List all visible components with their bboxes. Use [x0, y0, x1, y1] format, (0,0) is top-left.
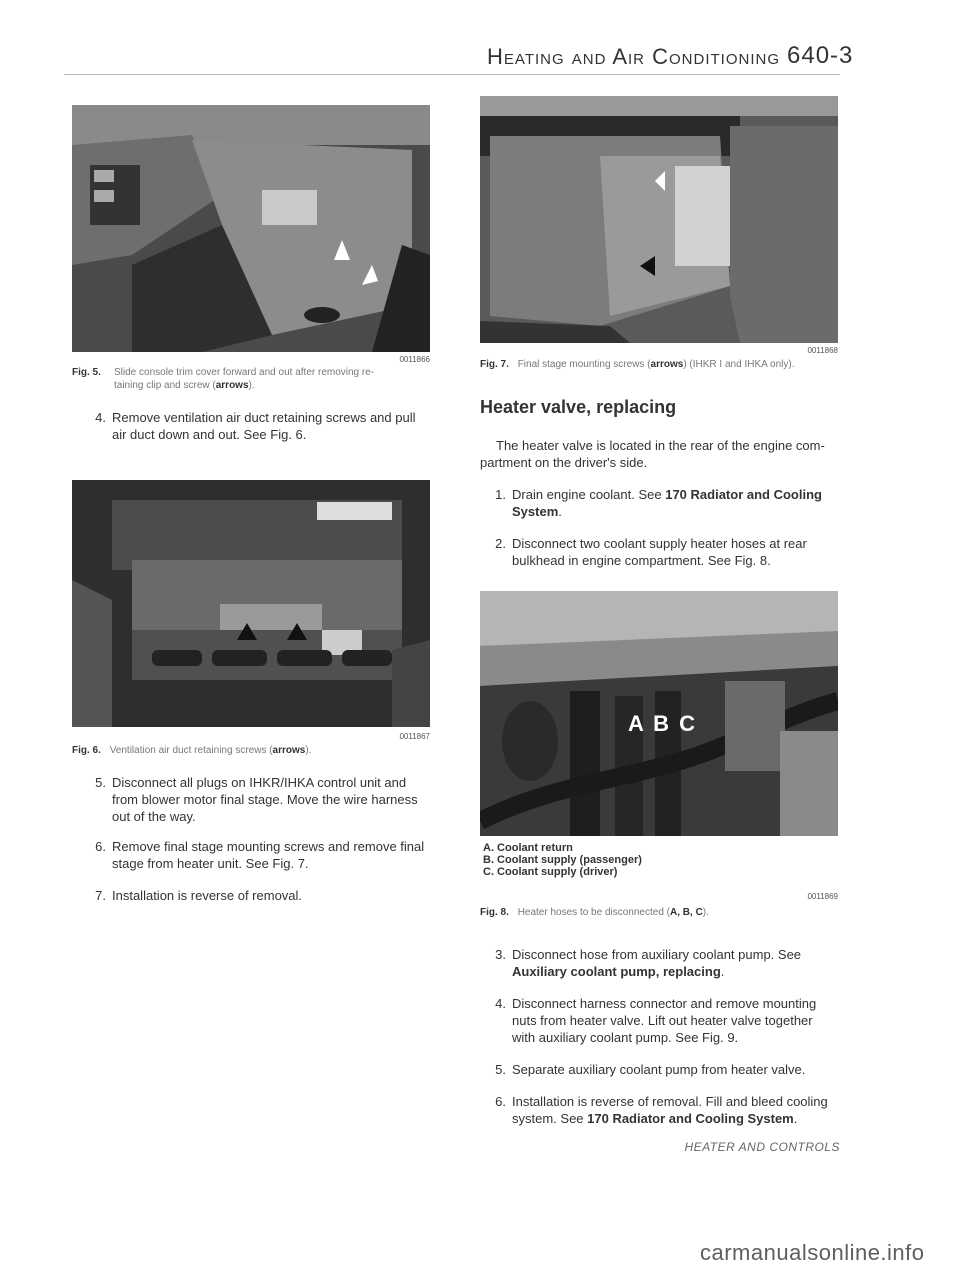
watermark: carmanualsonline.info — [700, 1240, 925, 1265]
fig8-label: Fig. 8. — [480, 907, 509, 918]
fig8-photo-letters: A B C — [628, 711, 698, 736]
fig6-caption-bold: arrows — [272, 745, 306, 756]
left-step-7: 7. Installation is reverse of removal. — [95, 888, 303, 903]
left-step-6: 6. Remove final stage mounting screws and remove final stage from heater unit. See Fig. 7. — [95, 839, 425, 871]
fig6-caption: Fig. 6. Ventilation air duct retaining screws (arrows). — [72, 745, 312, 756]
right-step-1: 1. Drain engine coolant. See 170 Radiator and Cooling System. — [495, 487, 822, 519]
left-step-5: 5. Disconnect all plugs on IHKR/IHKA control unit and from blower motor final stage. Move the wire harness out of the way. — [95, 775, 418, 824]
left-step-4-line1: Remove ventilation air duct retaining screws and pull — [112, 410, 416, 425]
fig7-caption: Fig. 7. Final stage mounting screws (arrows) (IHKR I and IHKA only). — [480, 359, 795, 370]
right-step-2: 2. Disconnect two coolant supply heater hoses at rear bulkhead in engine compartment. See Fig. 8. — [495, 536, 807, 568]
fig5-photo — [72, 105, 430, 352]
page-header-title: Heating and Air Conditioning — [487, 44, 780, 69]
fig7-image-code: 0011868 — [807, 346, 838, 355]
fig5-caption-line2: taining clip and screw (arrows). — [114, 380, 255, 391]
right-step-4: 4. Disconnect harness connector and remove mounting nuts from heater valve. Lift out heater valve together with auxiliary coolant pump. See Fig. 9. — [495, 996, 817, 1045]
fig8-photo — [480, 591, 838, 836]
fig5-caption-bold: arrows — [215, 380, 249, 391]
fig5-caption-line1: Slide console trim cover forward and out after removing re- — [114, 367, 375, 378]
footer-section-name: HEATER AND CONTROLS — [684, 1140, 840, 1154]
header-rule — [64, 74, 840, 75]
right-step-6: 6. Installation is reverse of removal. Fill and bleed cooling system. See 170 Radiator and Cooling System. — [495, 1094, 828, 1126]
fig7-caption-bold: arrows — [650, 359, 684, 370]
fig7-label: Fig. 7. — [480, 359, 509, 370]
fig7-photo — [480, 96, 838, 343]
fig8-legend-b: B. Coolant supply (passenger) — [483, 854, 642, 866]
page-number: 640-3 — [787, 42, 854, 69]
right-step-3: 3. Disconnect hose from auxiliary coolant pump. See Auxiliary coolant pump, replacing. — [495, 947, 802, 979]
right-step-5: 5. Separate auxiliary coolant pump from heater valve. — [495, 1062, 806, 1077]
left-step-4: 4. Remove ventilation air duct retaining screws and pull air duct down and out. See Fig. 6. — [95, 410, 416, 442]
fig8-legend-a: A. Coolant return — [483, 842, 573, 854]
fig8-legend-c: C. Coolant supply (driver) — [483, 866, 618, 878]
section-title: Heater valve, replacing — [480, 397, 677, 417]
fig5-image-code: 0011866 — [399, 355, 430, 364]
intro-line-1: The heater valve is located in the rear of the engine com- — [496, 438, 825, 453]
fig6-label: Fig. 6. — [72, 745, 101, 756]
fig6-image-code: 0011867 — [399, 732, 430, 741]
fig8-image-code: 0011869 — [807, 892, 838, 901]
fig8-caption-bold: A, B, C — [670, 907, 703, 918]
left-step-4-line2: air duct down and out. See Fig. 6. — [112, 427, 307, 442]
fig5-label: Fig. 5. — [72, 367, 101, 378]
fig8-legend — [483, 842, 783, 878]
fig6-photo — [72, 480, 430, 727]
intro-line-2: partment on the driver's side. — [480, 455, 648, 470]
fig8-caption: Fig. 8. Heater hoses to be disconnected (A, B, C). — [480, 907, 709, 918]
